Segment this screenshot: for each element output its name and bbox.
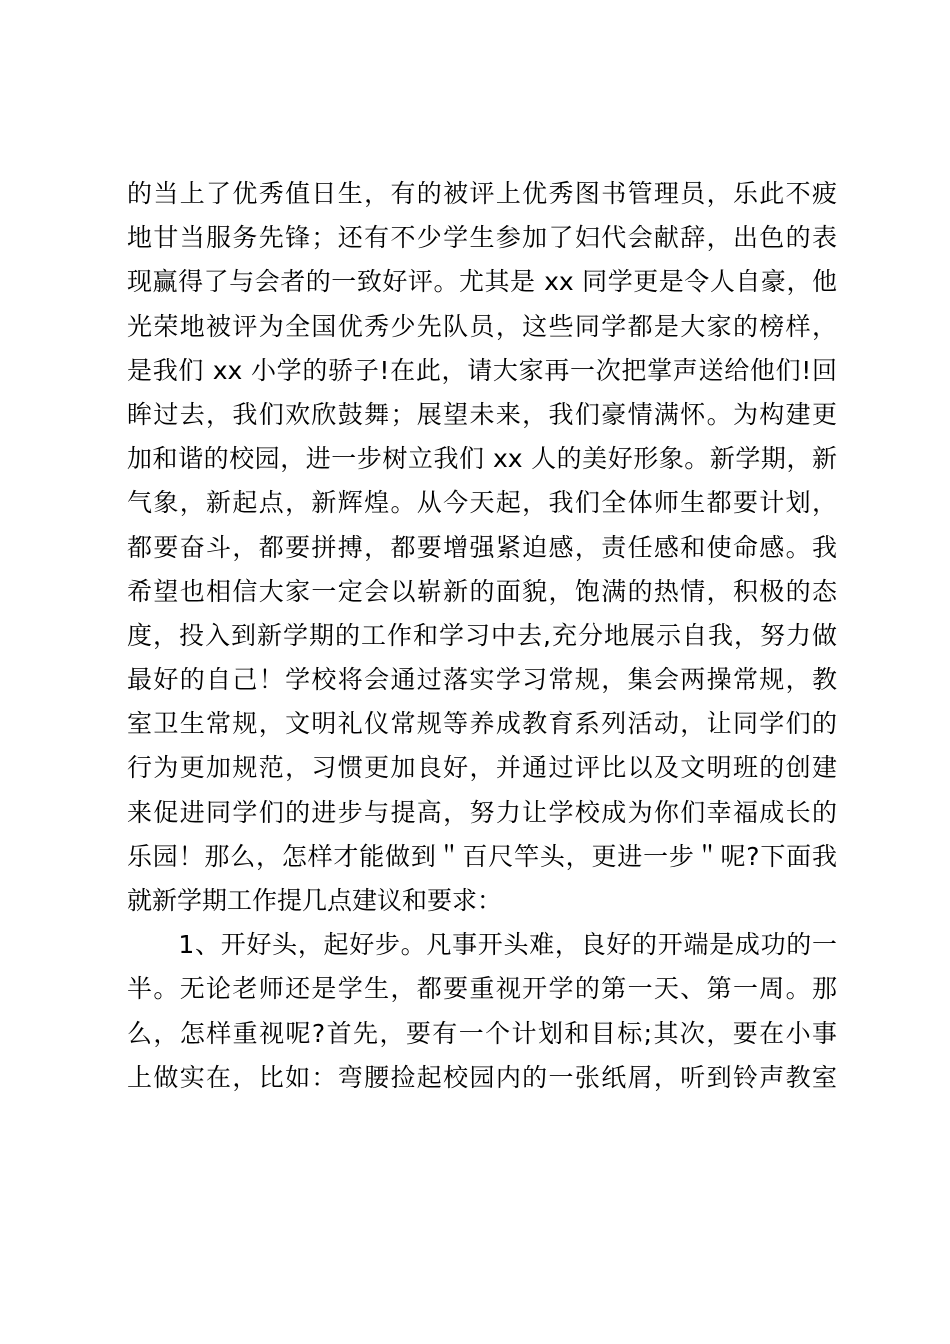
text-line: 半。无论老师还是学生，都要重视开学的第一天、第一周。那 — [127, 974, 837, 1004]
text-line: 么，怎样重视呢?首先，要有一个计划和目标;其次，要在小事 — [127, 1018, 837, 1048]
text-line: 现赢得了与会者的一致好评。尤其是 xx 同学更是令人自豪，他 — [127, 267, 837, 297]
body-text — [127, 172, 837, 1100]
text-line: 乐园！那么，怎样才能做到＂百尺竿头，更进一步＂呢?下面我 — [127, 841, 837, 871]
text-line: 希望也相信大家一定会以崭新的面貌，饱满的热情，积极的态 — [127, 576, 837, 606]
paragraph-1 — [127, 172, 837, 923]
text-line: 是我们 xx 小学的骄子!在此，请大家再一次把掌声送给他们!回 — [127, 355, 837, 385]
text-line: 室卫生常规，文明礼仪常规等养成教育系列活动，让同学们的 — [127, 709, 837, 739]
text-line: 1、开好头，起好步。凡事开头难，良好的开端是成功的一 — [127, 930, 837, 960]
text-line: 光荣地被评为全国优秀少先队员，这些同学都是大家的榜样， — [127, 311, 837, 341]
text-line: 就新学期工作提几点建议和要求： — [127, 886, 503, 915]
text-line: 加和谐的校园，进一步树立我们 xx 人的美好形象。新学期，新 — [127, 444, 837, 474]
text-line: 行为更加规范，习惯更加良好，并通过评比以及文明班的创建 — [127, 753, 837, 783]
text-line: 气象，新起点，新辉煌。从今天起，我们全体师生都要计划， — [127, 488, 837, 518]
text-line: 眸过去，我们欢欣鼓舞；展望未来，我们豪情满怀。为构建更 — [127, 399, 837, 429]
text-line: 上做实在，比如：弯腰捡起校园内的一张纸屑，听到铃声教室 — [127, 1062, 837, 1092]
text-line: 都要奋斗，都要拼搏，都要增强紧迫感，责任感和使命感。我 — [127, 532, 837, 562]
paragraph-2 — [127, 923, 837, 1100]
text-line: 最好的自己！学校将会通过落实学习常规，集会两操常规，教 — [127, 665, 837, 695]
text-line: 度，投入到新学期的工作和学习中去,充分地展示自我，努力做 — [127, 620, 837, 650]
text-line: 地甘当服务先锋；还有不少学生参加了妇代会献辞，出色的表 — [127, 223, 837, 253]
text-line: 来促进同学们的进步与提高，努力让学校成为你们幸福成长的 — [127, 797, 837, 827]
text-line: 的当上了优秀值日生，有的被评上优秀图书管理员，乐此不疲 — [127, 179, 837, 208]
